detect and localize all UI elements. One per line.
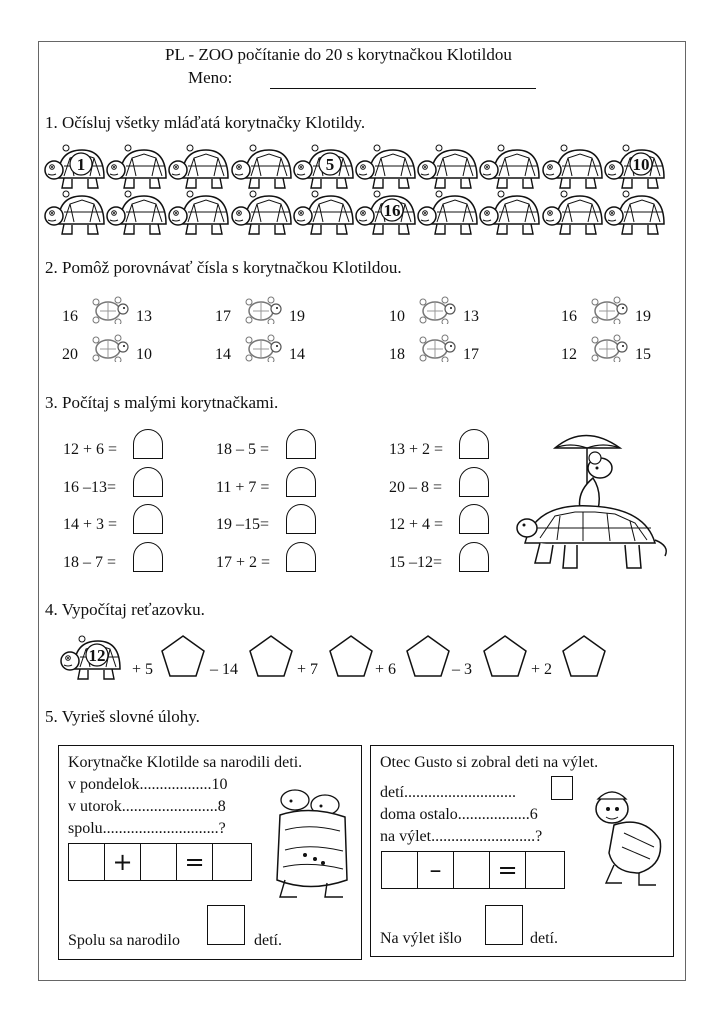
equation-text: 13 + 2 = (389, 441, 444, 458)
answer-box[interactable] (286, 429, 316, 459)
compare-left-number: 18 (389, 346, 405, 363)
compare-right-number: 13 (463, 308, 479, 325)
compare-turtle-icon[interactable] (243, 334, 283, 362)
cell[interactable] (213, 844, 249, 880)
turtle-shell-svg (355, 188, 417, 238)
chain-start-turtle (60, 633, 122, 683)
right-line2: detí............................ (380, 784, 516, 801)
right-line4: na výlet..........................? (380, 828, 543, 845)
answer-box[interactable] (133, 542, 163, 572)
chain-operation: + 7 (297, 661, 319, 678)
task3-heading: 3. Počítaj s malými korytnačkami. (45, 393, 279, 412)
chain-operation: + 2 (531, 661, 553, 678)
turtle-shell-svg (417, 142, 479, 192)
left-line2: v pondelok..................10 (68, 776, 228, 793)
compare-turtle-icon[interactable] (417, 296, 457, 324)
equation-text: 20 – 8 = (389, 479, 443, 496)
pentagon-answer-box[interactable] (405, 634, 451, 678)
right-line3: doma ostalo..................6 (380, 806, 538, 823)
left-line3: v utorok........................8 (68, 798, 226, 815)
right-answer-suffix: detí. (530, 930, 558, 947)
baby-turtle[interactable] (479, 142, 541, 192)
left-equation-cells[interactable] (68, 843, 252, 881)
turtle-number: 5 (325, 155, 335, 174)
turtle-shell-svg (60, 633, 122, 683)
name-input-line[interactable] (270, 88, 536, 89)
turtle-shell-svg (479, 142, 541, 192)
equation-text: 17 + 2 = (216, 554, 271, 571)
turtle-shell-svg (231, 142, 293, 192)
chain-operation: – 3 (452, 661, 472, 678)
turtle-shell-svg (168, 188, 230, 238)
equation-text: 14 + 3 = (63, 516, 118, 533)
cell[interactable] (454, 852, 490, 888)
equals-sign: = (177, 844, 213, 880)
equals-sign: = (490, 852, 526, 888)
turtle-number: 1 (76, 155, 86, 174)
baby-turtle[interactable] (106, 188, 168, 238)
compare-left-number: 12 (561, 346, 577, 363)
baby-turtle[interactable] (479, 188, 541, 238)
equation-text: 18 – 5 = (216, 441, 270, 458)
answer-box[interactable] (286, 467, 316, 497)
baby-turtle[interactable] (106, 142, 168, 192)
left-answer-suffix: detí. (254, 932, 282, 949)
baby-turtle[interactable] (44, 188, 106, 238)
worksheet-title: PL - ZOO počítanie do 20 s korytnačkou Klotildou (165, 45, 512, 64)
pentagon-answer-box[interactable] (160, 634, 206, 678)
turtle-shell-svg (542, 188, 604, 238)
turtle-shell-svg (44, 142, 106, 192)
turtle-shell-svg (106, 188, 168, 238)
chain-operation: + 6 (375, 661, 397, 678)
compare-right-number: 15 (635, 346, 651, 363)
task5-heading: 5. Vyrieš slovné úlohy. (45, 707, 200, 726)
equation-text: 18 – 7 = (63, 554, 117, 571)
equation-text: 15 –12= (389, 554, 443, 571)
compare-right-number: 19 (289, 308, 305, 325)
baby-turtle[interactable] (417, 188, 479, 238)
baby-turtle[interactable] (542, 142, 604, 192)
baby-turtle[interactable] (355, 142, 417, 192)
baby-turtle[interactable] (604, 188, 666, 238)
compare-right-number: 13 (136, 308, 152, 325)
turtle-shell-svg (293, 142, 355, 192)
compare-turtle-icon[interactable] (589, 334, 629, 362)
answer-box[interactable] (459, 429, 489, 459)
left-line4: spolu.............................? (68, 820, 226, 837)
turtle-shell-svg (479, 188, 541, 238)
equation-text: 19 –15= (216, 516, 270, 533)
compare-right-number: 19 (635, 308, 651, 325)
plus-sign: + (105, 844, 141, 880)
equation-text: 16 –13= (63, 479, 117, 496)
turtle-shell-svg (231, 188, 293, 238)
turtle-shell-svg (417, 188, 479, 238)
answer-box[interactable] (133, 467, 163, 497)
left-answer-prefix: Spolu sa narodilo (68, 932, 180, 949)
cell[interactable] (141, 844, 177, 880)
pentagon-answer-box[interactable] (328, 634, 374, 678)
answer-box[interactable] (459, 504, 489, 534)
turtle-number: 10 (632, 155, 650, 174)
baby-turtle[interactable] (44, 142, 106, 192)
compare-left-number: 10 (389, 308, 405, 325)
cell[interactable] (382, 852, 418, 888)
compare-turtle-icon[interactable] (243, 296, 283, 324)
left-answer-box[interactable] (207, 905, 245, 945)
baby-turtle[interactable] (168, 142, 230, 192)
baby-turtle[interactable] (231, 142, 293, 192)
equation-text: 11 + 7 = (216, 479, 270, 496)
turtle-family-illustration (265, 785, 357, 900)
answer-box[interactable] (459, 467, 489, 497)
chain-operation: – 14 (210, 661, 238, 678)
baby-turtle[interactable] (417, 142, 479, 192)
baby-turtle[interactable] (355, 188, 417, 238)
task2-heading: 2. Pomôž porovnávať čísla s korytnačkou Klotildou. (45, 258, 402, 277)
turtle-number: 16 (383, 201, 401, 220)
baby-turtle[interactable] (293, 142, 355, 192)
cell[interactable] (69, 844, 105, 880)
task4-heading: 4. Vypočítaj reťazovku. (45, 600, 205, 619)
compare-left-number: 16 (62, 308, 78, 325)
baby-turtle[interactable] (542, 188, 604, 238)
turtle-shell-svg (168, 142, 230, 192)
answer-box[interactable] (133, 429, 163, 459)
name-label: Meno: (188, 68, 233, 87)
turtle-shell-svg (542, 142, 604, 192)
left-line1: Korytnačke Klotilde sa narodili deti. (68, 754, 303, 771)
right-line1: Otec Gusto si zobral deti na výlet. (380, 754, 599, 771)
right-children-box[interactable] (551, 776, 573, 800)
pentagon-answer-box[interactable] (561, 634, 607, 678)
answer-box[interactable] (286, 542, 316, 572)
pentagon-answer-box[interactable] (248, 634, 294, 678)
turtle-shell-svg (355, 142, 417, 192)
father-turtle-illustration (584, 785, 668, 890)
compare-left-number: 16 (561, 308, 577, 325)
compare-left-number: 17 (215, 308, 231, 325)
mouse-on-turtle-illustration (515, 428, 675, 588)
turtle-shell-svg (604, 188, 666, 238)
chain-operation: + 5 (132, 661, 154, 678)
compare-left-number: 14 (215, 346, 231, 363)
compare-right-number: 10 (136, 346, 152, 363)
equation-text: 12 + 6 = (63, 441, 118, 458)
compare-turtle-icon[interactable] (90, 296, 130, 324)
baby-turtle[interactable] (231, 188, 293, 238)
baby-turtle[interactable] (604, 142, 666, 192)
turtle-number: 12 (88, 646, 106, 665)
minus-sign: – (418, 852, 454, 888)
task1-heading: 1. Očísluj všetky mláďatá korytnačky Klotildy. (45, 113, 366, 132)
baby-turtle[interactable] (168, 188, 230, 238)
compare-turtle-icon[interactable] (90, 334, 130, 362)
equation-text: 12 + 4 = (389, 516, 444, 533)
right-answer-prefix: Na výlet išlo (380, 930, 462, 947)
baby-turtle[interactable] (293, 188, 355, 238)
compare-left-number: 20 (62, 346, 78, 363)
turtle-shell-svg (106, 142, 168, 192)
right-answer-box[interactable] (485, 905, 523, 945)
compare-turtle-icon[interactable] (417, 334, 457, 362)
answer-box[interactable] (133, 504, 163, 534)
turtle-shell-svg (604, 142, 666, 192)
compare-turtle-icon[interactable] (589, 296, 629, 324)
right-equation-cells[interactable] (381, 851, 565, 889)
compare-right-number: 14 (289, 346, 305, 363)
turtle-shell-svg (293, 188, 355, 238)
pentagon-answer-box[interactable] (482, 634, 528, 678)
answer-box[interactable] (286, 504, 316, 534)
answer-box[interactable] (459, 542, 489, 572)
compare-right-number: 17 (463, 346, 479, 363)
cell[interactable] (526, 852, 562, 888)
turtle-shell-svg (44, 188, 106, 238)
